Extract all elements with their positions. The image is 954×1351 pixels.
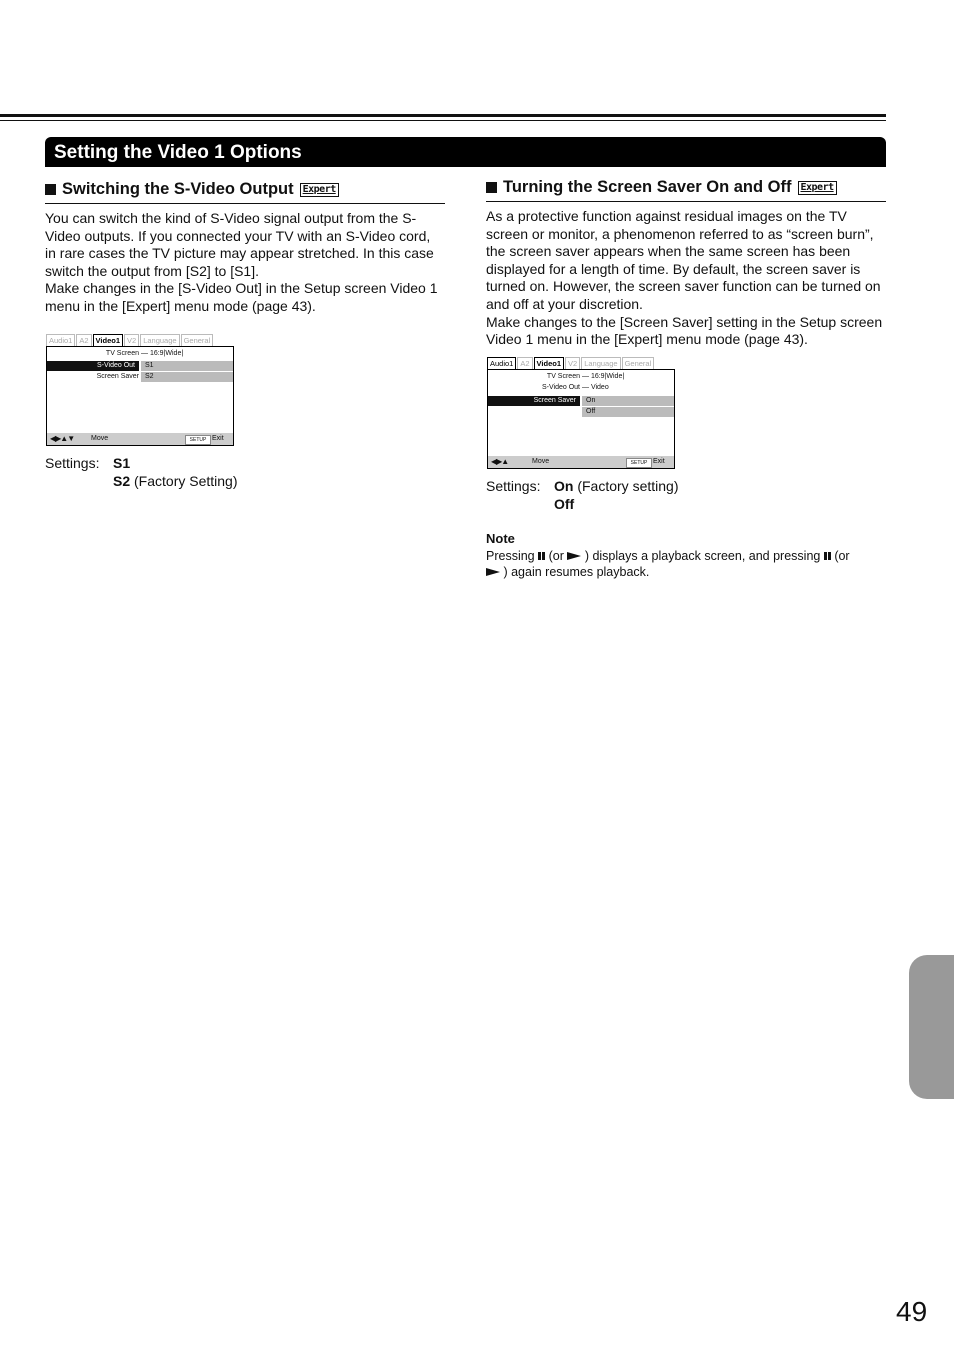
tab-language: Language [140,334,179,346]
right-heading [486,178,886,202]
tab-a2: A2 [76,334,91,346]
tab-audio1: Audio1 [46,334,75,346]
setup-tabs [487,357,675,369]
setup-row-off: Off [488,407,674,417]
setting-item: Off [554,495,575,512]
setup-footer [47,433,233,445]
pause-icon [824,552,831,560]
tab-general: General [622,357,655,369]
note-body: Pressing (or ) displays a playback screen, and pressing (or ) again resumes playback. [486,548,850,579]
play-icon [486,568,500,576]
setup-tabs [46,334,234,346]
settings-values [554,477,678,513]
setup-row-tv-screen: TV Screen — 16:9|Wide| [105,349,184,357]
setup-key-icon: SETUP [626,458,652,468]
move-label: Move [91,434,109,442]
setup-key-icon: SETUP [185,435,211,445]
pause-icon [538,552,545,560]
setup-row-screen-saver: Screen Saver On [488,396,674,406]
exit-label: Exit [212,434,224,442]
exit-label: Exit [653,457,665,465]
right-paragraph: Make changes to the [Screen Saver] setting in the Setup screen Video 1 menu in the [Expert] menu mode (page 43). [486,313,883,348]
tab-general: General [181,334,214,346]
setup-screen-svideo [46,334,234,446]
page-title: Setting the Video 1 Options [45,137,886,167]
expert-badge: Expert [798,181,837,195]
tab-v2: V2 [565,357,580,369]
settings-values [113,454,238,490]
setup-footer [488,456,674,468]
right-settings [486,477,886,513]
right-body [486,208,886,349]
setup-row-svideo-out: S-Video Out — Video [541,383,609,391]
direction-arrows-icon: ◀▶▲ [491,456,509,466]
setup-row-svideo-out: S-Video Out S1 [47,361,233,371]
settings-label: Settings: [486,477,541,494]
tab-audio1: Audio1 [487,357,516,369]
page-number: 49 [896,1296,928,1327]
top-rule-thin [0,120,886,121]
left-settings [45,454,445,490]
right-column [486,178,886,580]
tab-video1: Video1 [534,357,564,369]
left-heading [45,180,445,204]
section-thumb-tab [909,955,954,1099]
setting-item: S2 (Factory Setting) [113,472,238,489]
move-label: Move [532,457,550,465]
setup-screen-saver [487,357,675,469]
tab-a2: A2 [517,357,532,369]
setup-row-tv-screen: TV Screen — 16:9|Wide| [546,372,625,380]
play-icon [567,552,581,560]
right-heading-text: Turning the Screen Saver On and Off [503,178,792,196]
tab-video1: Video1 [93,334,123,346]
left-paragraph: You can switch the kind of S-Video signal output from the S-Video outputs. If you connected your TV with an S-Video cord, in rare cases the TV picture may appear stretched. In this case switch the output from [S2] to [S1]. [45,210,434,279]
tab-v2: V2 [124,334,139,346]
left-column [45,180,445,490]
left-paragraph: Make changes in the [S-Video Out] in the Setup screen Video 1 menu in the [Expert] menu mode (page 43). [45,280,438,314]
square-bullet-icon [45,184,56,195]
note-title: Note [486,530,515,546]
setting-item: On (Factory setting) [554,477,679,494]
left-heading-text: Switching the S-Video Output [62,180,294,198]
direction-arrows-icon: ◀▶▲▼ [50,433,75,443]
expert-badge: Expert [300,183,339,197]
settings-label: Settings: [45,454,100,471]
square-bullet-icon [486,182,497,193]
top-rule-thick [0,114,886,117]
right-paragraph: As a protective function against residual images on the TV screen or monitor, a phenomenon referred to as “screen burn”, the screen saver appears when the same screen has been displayed for a length of time. By default, the screen saver is turned on. However, the screen saver function can be turned on and off at your discretion. [486,208,881,312]
setting-item: S1 [113,454,131,471]
left-body [45,210,445,316]
tab-language: Language [581,357,620,369]
setup-panel [46,346,234,446]
setup-row-screen-saver: Screen Saver S2 [47,372,233,382]
setup-panel [487,369,675,469]
